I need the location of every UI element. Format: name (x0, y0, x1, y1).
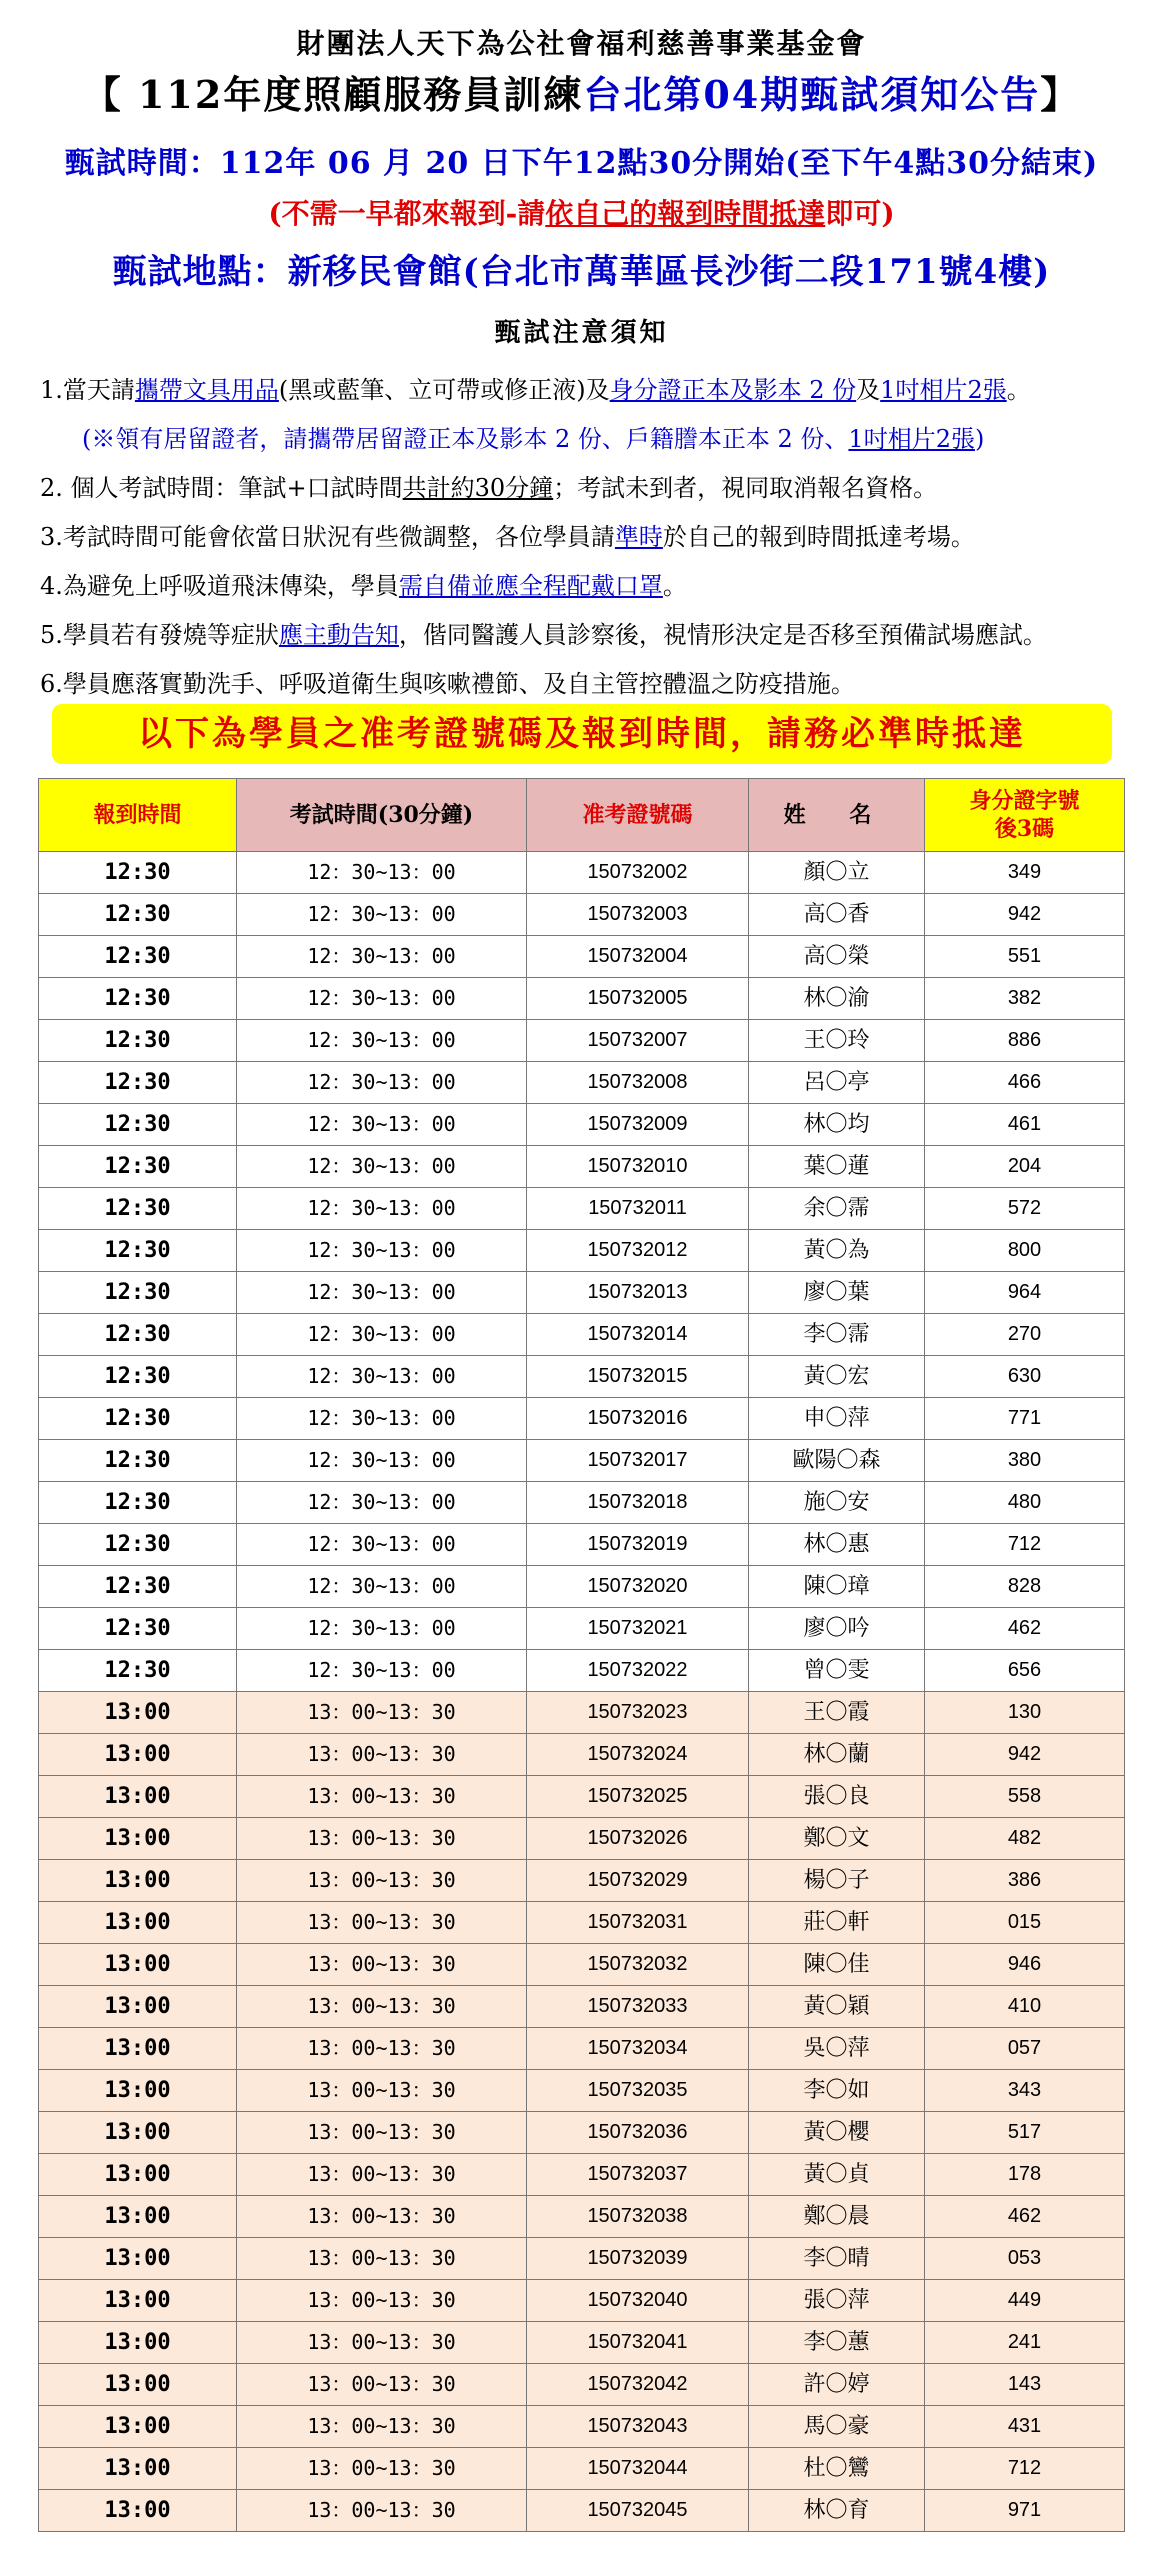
title-prefix: 【 112年度照顧服務員訓練 (82, 72, 584, 117)
exam-time-cell: 13：00~13：30 (237, 2070, 527, 2112)
admission-number-cell: 150732033 (527, 1986, 749, 2028)
name-cell: 鄭〇晨 (749, 2196, 925, 2238)
id-last3-cell: 431 (925, 2406, 1125, 2448)
checkin-time-cell: 13:00 (39, 1734, 237, 1776)
exam-time-cell: 12：30~13：00 (237, 1020, 527, 1062)
id-last3-cell: 712 (925, 1524, 1125, 1566)
exam-time-cell: 12：30~13：00 (237, 1146, 527, 1188)
table-row (39, 1398, 1125, 1440)
exam-time-cell: 13：00~13：30 (237, 2406, 527, 2448)
id-last3-cell: 828 (925, 1566, 1125, 1608)
arrival-banner: 以下為學員之准考證號碼及報到時間，請務必準時抵達 (52, 704, 1112, 764)
admission-number-cell: 150732037 (527, 2154, 749, 2196)
exam-time-cell: 13：00~13：30 (237, 1692, 527, 1734)
table-row (39, 1146, 1125, 1188)
checkin-time-cell: 12:30 (39, 1020, 237, 1062)
checkin-time-cell: 12:30 (39, 978, 237, 1020)
rule-highlight: 應主動告知 (278, 621, 399, 649)
admission-number-cell: 150732020 (527, 1566, 749, 1608)
exam-time: 甄試時間：112年 06 月 20 日下午12點30分開始(至下午4點30分結束) (64, 146, 1099, 181)
table-row (39, 1860, 1125, 1902)
checkin-time-cell: 13:00 (39, 2448, 237, 2490)
checkin-time-cell: 12:30 (39, 852, 237, 894)
name-cell: 余〇霈 (749, 1188, 925, 1230)
id-last3-cell: 466 (925, 1062, 1125, 1104)
name-cell: 黃〇宏 (749, 1356, 925, 1398)
table-row (39, 1608, 1125, 1650)
page-title (0, 64, 1163, 119)
exam-time-cell: 13：00~13：30 (237, 2238, 527, 2280)
rule-text: (※領有居留證者，請攜帶居留證正本及影本 2 份、戶籍謄本正本 2 份、 (82, 425, 849, 453)
name-cell: 莊〇軒 (749, 1902, 925, 1944)
checkin-time-cell: 13:00 (39, 2196, 237, 2238)
exam-time-cell: 13：00~13：30 (237, 1734, 527, 1776)
id-last3-cell: 343 (925, 2070, 1125, 2112)
table-row (39, 1020, 1125, 1062)
header-checkin-time: 報到時間 (39, 779, 237, 852)
checkin-time-cell: 13:00 (39, 2154, 237, 2196)
id-last3-cell: 204 (925, 1146, 1125, 1188)
checkin-time-cell: 12:30 (39, 1566, 237, 1608)
exam-time-cell: 12：30~13：00 (237, 1356, 527, 1398)
rule-text: 於自己的報到時間抵達考場。 (662, 523, 975, 551)
table-row (39, 2406, 1125, 2448)
checkin-time-cell: 12:30 (39, 1272, 237, 1314)
exam-time-cell: 13：00~13：30 (237, 2280, 527, 2322)
checkin-time-cell: 13:00 (39, 2406, 237, 2448)
id-last3-cell: 461 (925, 1104, 1125, 1146)
admission-number-cell: 150732044 (527, 2448, 749, 2490)
rule-2 (40, 468, 1150, 517)
id-last3-cell: 270 (925, 1314, 1125, 1356)
id-last3-cell: 572 (925, 1188, 1125, 1230)
table-row (39, 1650, 1125, 1692)
exam-time-cell: 12：30~13：00 (237, 1650, 527, 1692)
header-id-line1: 身分證字號 (969, 788, 1080, 814)
name-cell: 曾〇雯 (749, 1650, 925, 1692)
checkin-time-cell: 12:30 (39, 894, 237, 936)
admission-number-cell: 150732019 (527, 1524, 749, 1566)
header-id-line2: 後3碼 (994, 816, 1055, 842)
checkin-time-cell: 12:30 (39, 1146, 237, 1188)
name-cell: 林〇蘭 (749, 1734, 925, 1776)
exam-location: 甄試地點：新移民會館(台北市萬華區長沙街二段171號4樓) (112, 252, 1051, 292)
id-last3-cell: 462 (925, 2196, 1125, 2238)
exam-time-cell: 13：00~13：30 (237, 1986, 527, 2028)
rule-5 (40, 615, 1150, 664)
name-cell: 葉〇蓮 (749, 1146, 925, 1188)
checkin-time-cell: 13:00 (39, 2238, 237, 2280)
name-cell: 馬〇豪 (749, 2406, 925, 2448)
exam-time-cell: 12：30~13：00 (237, 1188, 527, 1230)
admission-number-cell: 150732036 (527, 2112, 749, 2154)
checkin-time-cell: 13:00 (39, 2028, 237, 2070)
name-cell: 高〇香 (749, 894, 925, 936)
admission-number-cell: 150732038 (527, 2196, 749, 2238)
exam-time-cell: 13：00~13：30 (237, 2028, 527, 2070)
checkin-time-cell: 13:00 (39, 1818, 237, 1860)
admission-number-cell: 150732029 (527, 1860, 749, 1902)
exam-time-cell: 12：30~13：00 (237, 852, 527, 894)
rule-6: 6.學員應落實勤洗手、呼吸道衛生與咳嗽禮節、及自主管控體溫之防疫措施。 (40, 670, 855, 698)
name-cell: 申〇萍 (749, 1398, 925, 1440)
id-last3-cell: 386 (925, 1860, 1125, 1902)
rule-text: 。 (662, 572, 687, 600)
admission-number-cell: 150732017 (527, 1440, 749, 1482)
exam-time-cell: 13：00~13：30 (237, 1860, 527, 1902)
table-row (39, 2448, 1125, 2490)
rule-highlight: 1吋相片2張 (880, 376, 1007, 404)
exam-time-cell: 13：00~13：30 (237, 1902, 527, 1944)
checkin-time-cell: 13:00 (39, 1986, 237, 2028)
checkin-time-cell: 13:00 (39, 1692, 237, 1734)
rule-3 (40, 517, 1150, 566)
checkin-time-cell: 12:30 (39, 1062, 237, 1104)
name-cell: 林〇均 (749, 1104, 925, 1146)
checkin-time-cell: 12:30 (39, 1524, 237, 1566)
name-cell: 楊〇子 (749, 1860, 925, 1902)
header-exam-time: 考試時間(30分鐘) (237, 779, 527, 852)
checkin-time-cell: 12:30 (39, 1188, 237, 1230)
checkin-time-cell: 12:30 (39, 936, 237, 978)
rule-1-sub (40, 419, 1150, 468)
candidate-table (38, 778, 1125, 2532)
admission-number-cell: 150732011 (527, 1188, 749, 1230)
name-cell: 張〇萍 (749, 2280, 925, 2322)
name-cell: 廖〇葉 (749, 1272, 925, 1314)
id-last3-cell: 462 (925, 1608, 1125, 1650)
exam-time-cell: 12：30~13：00 (237, 1440, 527, 1482)
checkin-time-cell: 12:30 (39, 1230, 237, 1272)
table-row (39, 852, 1125, 894)
table-row (39, 1482, 1125, 1524)
exam-time-cell: 13：00~13：30 (237, 2364, 527, 2406)
name-cell: 施〇安 (749, 1482, 925, 1524)
exam-time-cell: 13：00~13：30 (237, 1776, 527, 1818)
table-row (39, 1692, 1125, 1734)
admission-number-cell: 150732042 (527, 2364, 749, 2406)
arrival-note (0, 192, 1163, 232)
header-name: 姓 名 (749, 779, 925, 852)
title-suffix: 】 (1040, 72, 1081, 117)
rule-highlight: 攜帶文具用品 (134, 376, 279, 404)
rule-text: 2. 個人考試時間：筆試+口試時間 (40, 474, 403, 502)
admission-number-cell: 150732018 (527, 1482, 749, 1524)
table-row (39, 936, 1125, 978)
table-row (39, 894, 1125, 936)
name-cell: 黃〇穎 (749, 1986, 925, 2028)
id-last3-cell: 143 (925, 2364, 1125, 2406)
checkin-time-cell: 13:00 (39, 2280, 237, 2322)
id-last3-cell: 558 (925, 1776, 1125, 1818)
exam-time-cell: 12：30~13：00 (237, 1230, 527, 1272)
exam-time-cell: 12：30~13：00 (237, 894, 527, 936)
checkin-time-cell: 12:30 (39, 1398, 237, 1440)
exam-time-cell: 12：30~13：00 (237, 1566, 527, 1608)
name-cell: 李〇霈 (749, 1314, 925, 1356)
table-row (39, 1104, 1125, 1146)
checkin-time-cell: 12:30 (39, 1314, 237, 1356)
id-last3-cell: 382 (925, 978, 1125, 1020)
exam-time-cell: 13：00~13：30 (237, 2196, 527, 2238)
id-last3-cell: 057 (925, 2028, 1125, 2070)
admission-number-cell: 150732034 (527, 2028, 749, 2070)
id-last3-cell: 800 (925, 1230, 1125, 1272)
checkin-time-cell: 13:00 (39, 1944, 237, 1986)
table-row (39, 1566, 1125, 1608)
table-row (39, 1776, 1125, 1818)
admission-number-cell: 150732021 (527, 1608, 749, 1650)
table-row (39, 2070, 1125, 2112)
rule-highlight: 共計約30分鐘 (402, 474, 554, 502)
rule-text: 及 (856, 376, 881, 404)
name-cell: 李〇晴 (749, 2238, 925, 2280)
id-last3-cell: 178 (925, 2154, 1125, 2196)
table-row (39, 2364, 1125, 2406)
notice-title: 甄試注意須知 (494, 318, 669, 348)
exam-time-cell: 12：30~13：00 (237, 936, 527, 978)
admission-number-cell: 150732008 (527, 1062, 749, 1104)
rule-text: (黑或藍筆、立可帶或修正液)及 (278, 376, 610, 404)
exam-time-cell: 13：00~13：30 (237, 2112, 527, 2154)
rule-text: 5.學員若有發燒等症狀 (40, 621, 279, 649)
exam-time-cell: 12：30~13：00 (237, 1482, 527, 1524)
admission-number-cell: 150732010 (527, 1146, 749, 1188)
name-cell: 黃〇貞 (749, 2154, 925, 2196)
exam-time-cell: 12：30~13：00 (237, 1272, 527, 1314)
id-last3-cell: 241 (925, 2322, 1125, 2364)
exam-time-cell: 12：30~13：00 (237, 1608, 527, 1650)
name-cell: 林〇渝 (749, 978, 925, 1020)
rule-text: 4.為避免上呼吸道飛沫傳染，學員 (40, 572, 399, 600)
id-last3-cell: 771 (925, 1398, 1125, 1440)
exam-time-cell: 13：00~13：30 (237, 1944, 527, 1986)
table-row (39, 1356, 1125, 1398)
exam-time-cell: 13：00~13：30 (237, 2490, 527, 2532)
admission-number-cell: 150732004 (527, 936, 749, 978)
header-admission-number: 准考證號碼 (527, 779, 749, 852)
admission-number-cell: 150732043 (527, 2406, 749, 2448)
organization-name: 財團法人天下為公社會福利慈善事業基金會 (296, 27, 867, 60)
id-last3-cell: 551 (925, 936, 1125, 978)
name-cell: 李〇蕙 (749, 2322, 925, 2364)
checkin-time-cell: 12:30 (39, 1104, 237, 1146)
rule-highlight: 1吋相片2張 (848, 425, 975, 453)
name-cell: 王〇霞 (749, 1692, 925, 1734)
id-last3-cell: 630 (925, 1356, 1125, 1398)
admission-number-cell: 150732007 (527, 1020, 749, 1062)
admission-number-cell: 150732022 (527, 1650, 749, 1692)
table-body (39, 852, 1125, 2532)
admission-number-cell: 150732032 (527, 1944, 749, 1986)
admission-number-cell: 150732035 (527, 2070, 749, 2112)
table-row (39, 1734, 1125, 1776)
name-cell: 王〇玲 (749, 1020, 925, 1062)
rule-highlight: 身分證正本及影本 2 份 (609, 376, 857, 404)
table-row (39, 2322, 1125, 2364)
checkin-time-cell: 13:00 (39, 2490, 237, 2532)
note-part-c: 即可) (825, 197, 895, 230)
name-cell: 呂〇亭 (749, 1062, 925, 1104)
checkin-time-cell: 13:00 (39, 2322, 237, 2364)
table-row (39, 1188, 1125, 1230)
table-row (39, 978, 1125, 1020)
admission-number-cell: 150732009 (527, 1104, 749, 1146)
table-row (39, 2238, 1125, 2280)
table-row (39, 1944, 1125, 1986)
admission-number-cell: 150732039 (527, 2238, 749, 2280)
table-row (39, 1818, 1125, 1860)
rule-text: 3.考試時間可能會依當日狀況有些微調整，各位學員請 (40, 523, 615, 551)
id-last3-cell: 015 (925, 1902, 1125, 1944)
admission-number-cell: 150732023 (527, 1692, 749, 1734)
id-last3-cell: 130 (925, 1692, 1125, 1734)
rule-4 (40, 566, 1150, 615)
admission-number-cell: 150732016 (527, 1398, 749, 1440)
id-last3-cell: 971 (925, 2490, 1125, 2532)
id-last3-cell: 946 (925, 1944, 1125, 1986)
name-cell: 杜〇鸞 (749, 2448, 925, 2490)
admission-number-cell: 150732013 (527, 1272, 749, 1314)
id-last3-cell: 942 (925, 894, 1125, 936)
name-cell: 鄭〇文 (749, 1818, 925, 1860)
admission-number-cell: 150732045 (527, 2490, 749, 2532)
table-row (39, 1272, 1125, 1314)
table-row (39, 1230, 1125, 1272)
name-cell: 林〇惠 (749, 1524, 925, 1566)
note-part-b: 依自己的報到時間抵達 (545, 197, 826, 230)
checkin-time-cell: 12:30 (39, 1482, 237, 1524)
title-highlight: 台北第04期甄試須知公告 (583, 72, 1041, 117)
admission-number-cell: 150732003 (527, 894, 749, 936)
exam-time-cell: 12：30~13：00 (237, 1314, 527, 1356)
admission-number-cell: 150732002 (527, 852, 749, 894)
rule-text: ，偕同醫護人員診察後，視情形決定是否移至預備試場應試。 (398, 621, 1047, 649)
rule-highlight: 需自備並應全程配戴口罩 (398, 572, 663, 600)
name-cell: 顏〇立 (749, 852, 925, 894)
name-cell: 歐陽〇森 (749, 1440, 925, 1482)
name-cell: 陳〇璋 (749, 1566, 925, 1608)
name-cell: 李〇如 (749, 2070, 925, 2112)
rule-text: ) (974, 425, 985, 453)
rule-text: 。 (1006, 376, 1031, 404)
table-row (39, 2154, 1125, 2196)
admission-number-cell: 150732005 (527, 978, 749, 1020)
rule-1 (40, 370, 1150, 419)
exam-time-cell: 13：00~13：30 (237, 2154, 527, 2196)
exam-time-cell: 13：00~13：30 (237, 1818, 527, 1860)
admission-number-cell: 150732012 (527, 1230, 749, 1272)
id-last3-cell: 886 (925, 1020, 1125, 1062)
name-cell: 許〇婷 (749, 2364, 925, 2406)
name-cell: 黃〇櫻 (749, 2112, 925, 2154)
checkin-time-cell: 12:30 (39, 1608, 237, 1650)
table-row (39, 2028, 1125, 2070)
exam-time-cell: 13：00~13：30 (237, 2448, 527, 2490)
exam-time-cell: 12：30~13：00 (237, 1062, 527, 1104)
table-row (39, 1524, 1125, 1566)
admission-number-cell: 150732026 (527, 1818, 749, 1860)
admission-number-cell: 150732031 (527, 1902, 749, 1944)
id-last3-cell: 712 (925, 2448, 1125, 2490)
table-row (39, 1902, 1125, 1944)
table-row (39, 2112, 1125, 2154)
exam-time-cell: 12：30~13：00 (237, 1104, 527, 1146)
id-last3-cell: 517 (925, 2112, 1125, 2154)
admission-number-cell: 150732024 (527, 1734, 749, 1776)
name-cell: 黃〇為 (749, 1230, 925, 1272)
checkin-time-cell: 12:30 (39, 1650, 237, 1692)
exam-time-cell: 13：00~13：30 (237, 2322, 527, 2364)
name-cell: 高〇榮 (749, 936, 925, 978)
id-last3-cell: 942 (925, 1734, 1125, 1776)
checkin-time-cell: 13:00 (39, 2364, 237, 2406)
checkin-time-cell: 13:00 (39, 2112, 237, 2154)
id-last3-cell: 449 (925, 2280, 1125, 2322)
rule-text: 1.當天請 (40, 376, 135, 404)
checkin-time-cell: 13:00 (39, 1860, 237, 1902)
admission-number-cell: 150732041 (527, 2322, 749, 2364)
checkin-time-cell: 13:00 (39, 2070, 237, 2112)
admission-number-cell: 150732015 (527, 1356, 749, 1398)
id-last3-cell: 410 (925, 1986, 1125, 2028)
exam-time-cell: 12：30~13：00 (237, 1398, 527, 1440)
name-cell: 陳〇佳 (749, 1944, 925, 1986)
exam-time-cell: 12：30~13：00 (237, 978, 527, 1020)
admission-number-cell: 150732025 (527, 1776, 749, 1818)
table-row (39, 2490, 1125, 2532)
id-last3-cell: 480 (925, 1482, 1125, 1524)
name-cell: 廖〇吟 (749, 1608, 925, 1650)
name-cell: 林〇育 (749, 2490, 925, 2532)
checkin-time-cell: 13:00 (39, 1902, 237, 1944)
rule-text: ；考試未到者，視同取消報名資格。 (553, 474, 938, 502)
rule-highlight: 準時 (614, 523, 663, 551)
id-last3-cell: 656 (925, 1650, 1125, 1692)
checkin-time-cell: 12:30 (39, 1440, 237, 1482)
table-row (39, 1062, 1125, 1104)
id-last3-cell: 349 (925, 852, 1125, 894)
admission-number-cell: 150732014 (527, 1314, 749, 1356)
admission-number-cell: 150732040 (527, 2280, 749, 2322)
rules-list (40, 370, 1150, 713)
name-cell: 張〇良 (749, 1776, 925, 1818)
table-header-row (39, 779, 1125, 852)
table-row (39, 1986, 1125, 2028)
table-row (39, 2196, 1125, 2238)
id-last3-cell: 053 (925, 2238, 1125, 2280)
checkin-time-cell: 12:30 (39, 1356, 237, 1398)
checkin-time-cell: 13:00 (39, 1776, 237, 1818)
header-id-last3 (925, 779, 1125, 852)
name-cell: 吳〇萍 (749, 2028, 925, 2070)
exam-time-cell: 12：30~13：00 (237, 1524, 527, 1566)
id-last3-cell: 380 (925, 1440, 1125, 1482)
note-part-a: (不需一早都來報到-請 (268, 197, 546, 230)
id-last3-cell: 482 (925, 1818, 1125, 1860)
id-last3-cell: 964 (925, 1272, 1125, 1314)
table-row (39, 2280, 1125, 2322)
table-row (39, 1440, 1125, 1482)
table-row (39, 1314, 1125, 1356)
